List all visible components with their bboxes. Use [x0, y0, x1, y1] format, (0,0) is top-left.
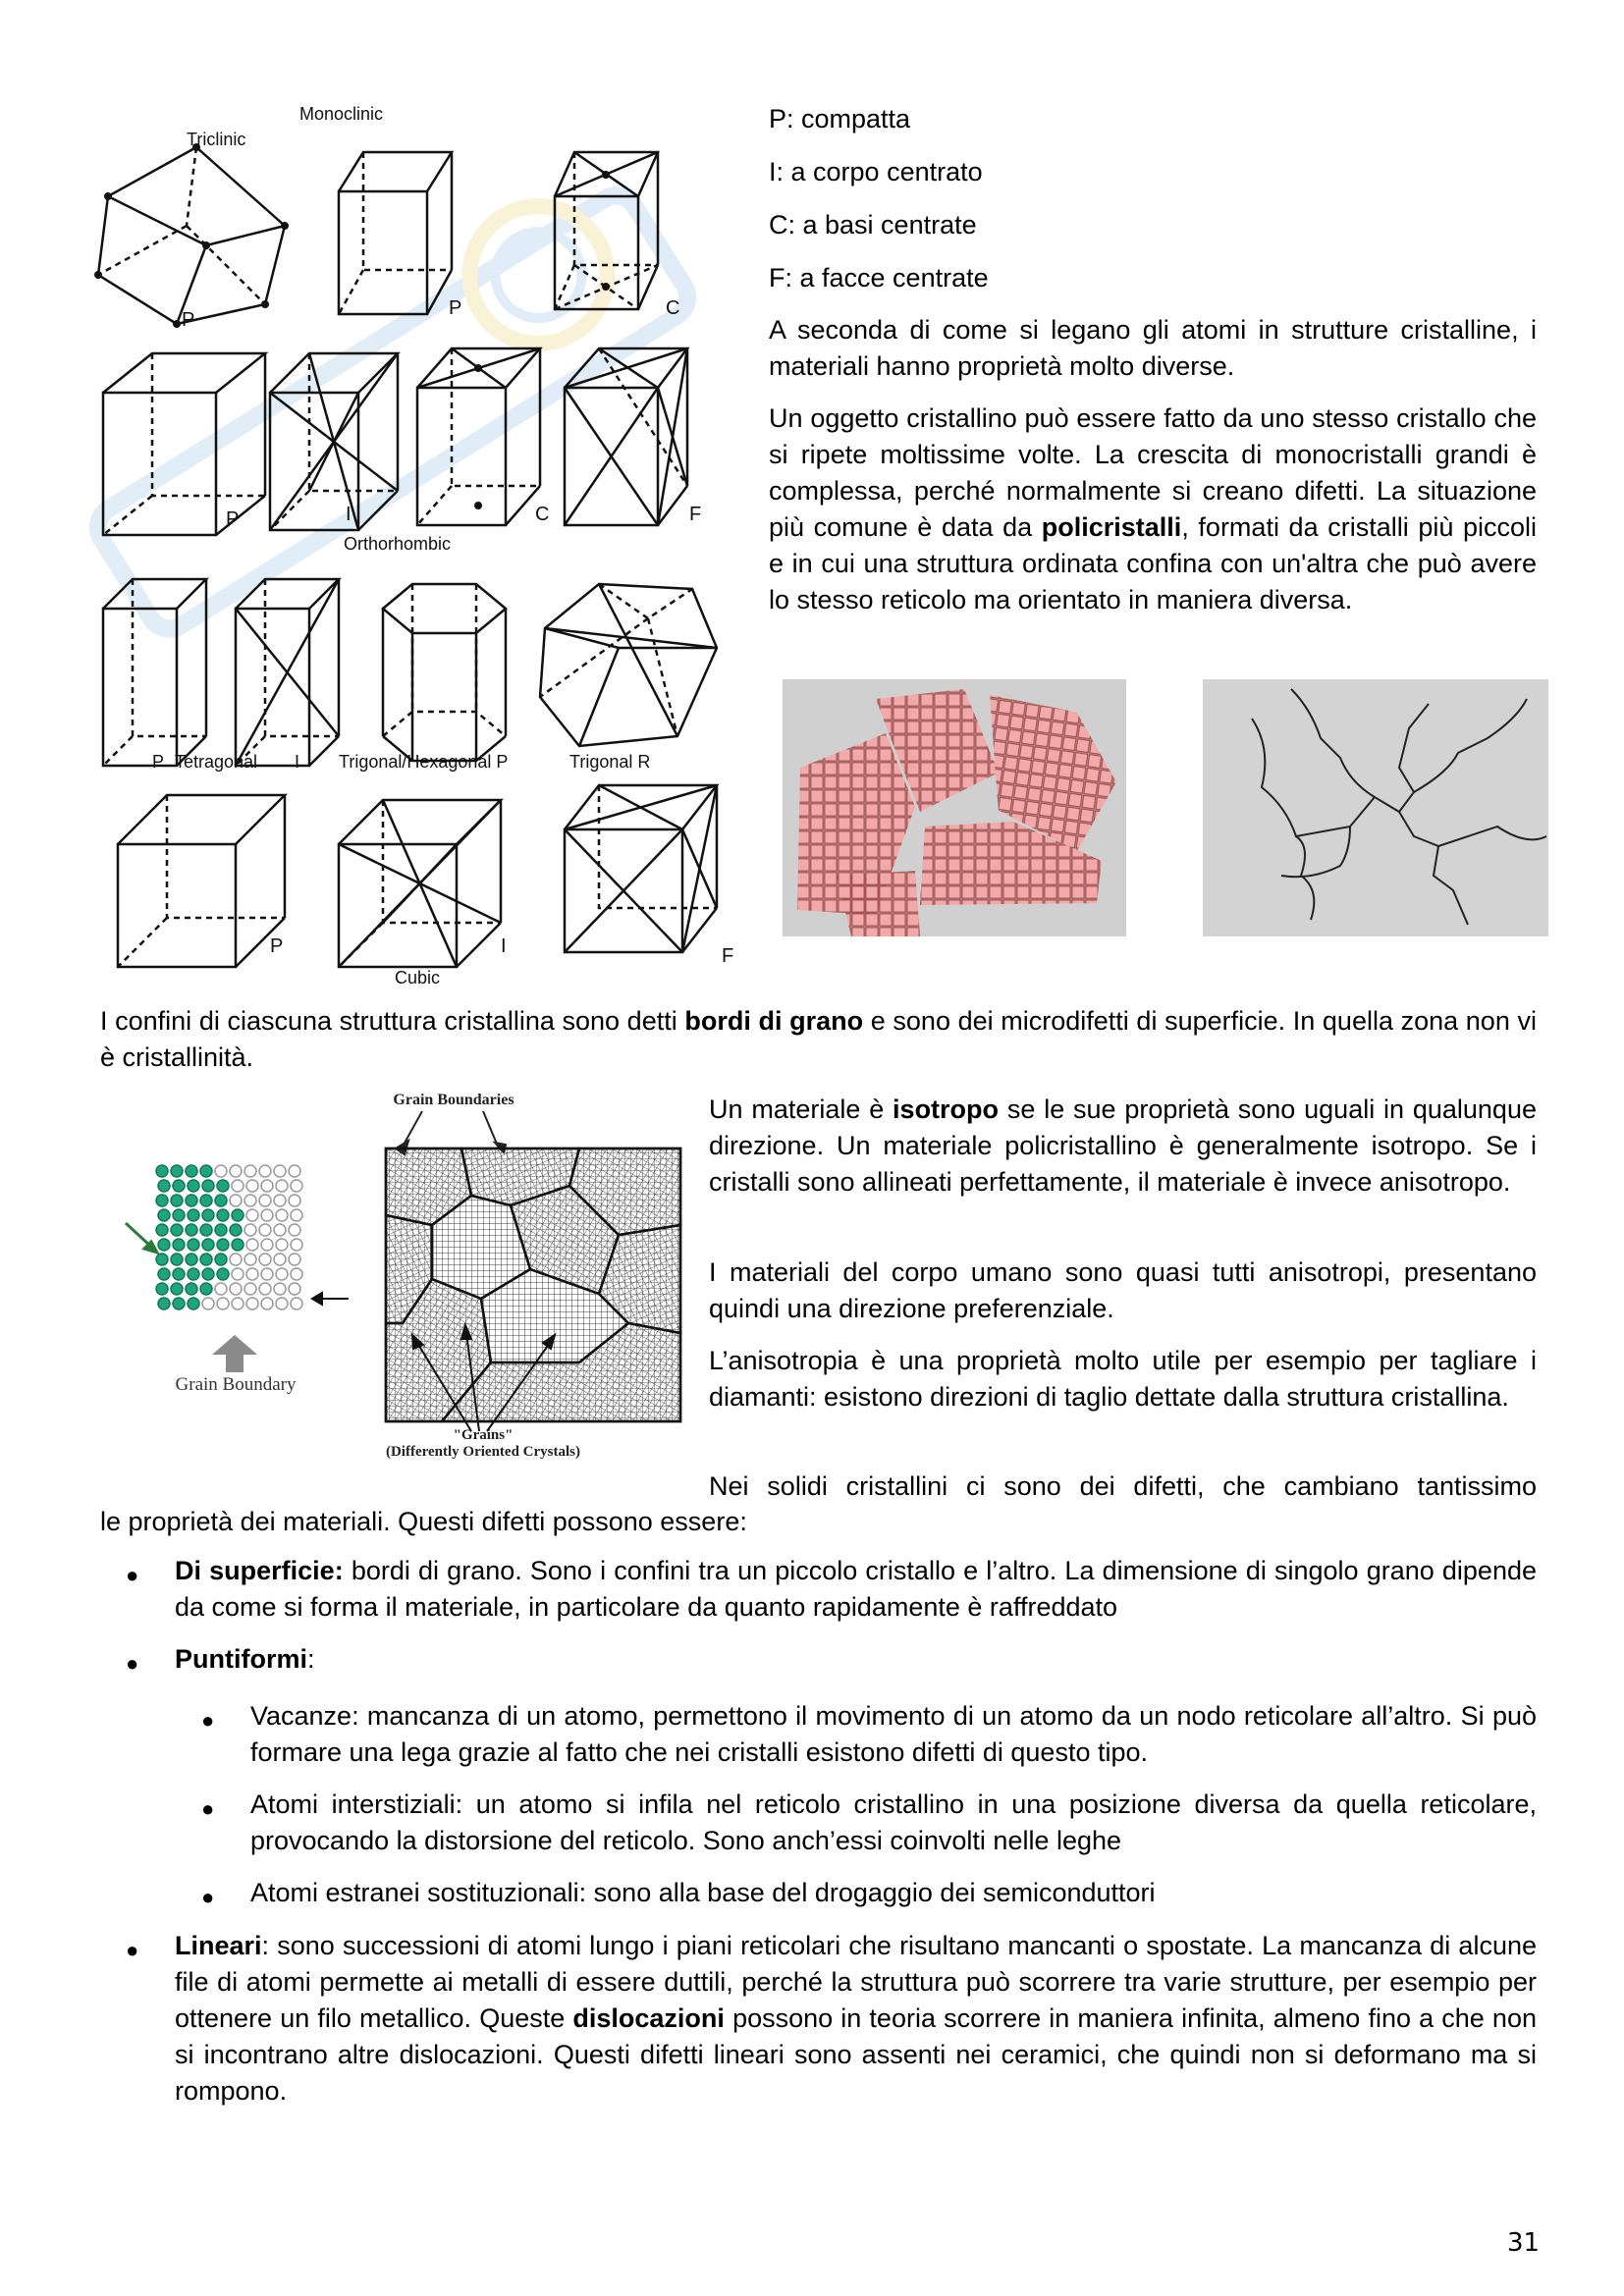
- atom-white: [244, 1165, 256, 1177]
- list-item-superficie: [175, 1553, 1537, 1626]
- atom-green: [158, 1209, 170, 1221]
- list-item-puntiformi: [175, 1641, 315, 1678]
- legend-c: C: a basi centrate: [769, 210, 977, 240]
- atom-green: [217, 1180, 229, 1192]
- puntiformi-bold: Puntiformi: [175, 1644, 307, 1674]
- atom-white: [274, 1254, 286, 1265]
- monoclinic-p-cell: [339, 152, 452, 314]
- atom-white: [244, 1195, 256, 1206]
- triclinic-cell: [94, 143, 289, 328]
- atom-green: [186, 1165, 197, 1177]
- atom-green: [186, 1195, 197, 1206]
- label-cubic-p: P: [270, 935, 284, 957]
- atom-green: [188, 1298, 199, 1309]
- atom-green: [202, 1180, 214, 1192]
- label-monoclinic: Monoclinic: [299, 104, 384, 124]
- lineari-bold: Lineari: [175, 1931, 262, 1960]
- orthorhombic-c-cell: [417, 348, 540, 525]
- atom-white: [259, 1224, 271, 1236]
- atom-green: [200, 1283, 212, 1295]
- atom-white: [261, 1298, 273, 1309]
- atom-white: [276, 1268, 288, 1280]
- atom-white: [276, 1180, 288, 1192]
- atom-white: [261, 1180, 273, 1192]
- superficie-bold: Di superficie:: [175, 1556, 344, 1585]
- lineari-text-1: : sono successioni di atomi lungo i piani reticolari che risultano mancanti o spostate. La mancanza di alcune file di atomi permette ai metalli di essere duttili, perché la struttura può scorrere tra varie strutture, per esempio per ottenere un filo metallico. Queste: [175, 1931, 1537, 2033]
- legend-p: P: compatta: [769, 104, 911, 133]
- label-ortho-c: C: [535, 504, 550, 525]
- label-cubic-f: F: [722, 945, 734, 967]
- atom-green: [173, 1239, 185, 1251]
- atom-white: [261, 1239, 273, 1251]
- label-tetragonal-i: I: [295, 752, 300, 772]
- bullet-puntiformi: ●: [126, 1651, 139, 1676]
- trigonal-r-cell: [540, 584, 717, 746]
- atom-green: [171, 1283, 183, 1295]
- atom-white: [289, 1165, 300, 1177]
- atom-green: [188, 1180, 199, 1192]
- atom-green: [200, 1254, 212, 1265]
- atom-green: [230, 1224, 242, 1236]
- atom-white: [232, 1268, 244, 1280]
- atom-white: [276, 1298, 288, 1309]
- paragraph-difetti-1: Nei solidi cristallini ci sono dei difetti, che cambiano tantissimo: [709, 1471, 1537, 1501]
- atom-white: [217, 1298, 229, 1309]
- paragraph-difetti-2: le proprietà dei materiali. Questi difetti possono essere:: [100, 1507, 747, 1536]
- hexagonal-cell: [383, 584, 506, 761]
- atom-white: [289, 1195, 300, 1206]
- atom-green: [188, 1239, 199, 1251]
- lineari-text-2: possono in teoria scorrere in maniera infinita, almeno fino a che non si incontrano altre dislocazioni. Questi difetti lineari sono assenti nei ceramici, che quindi non si deformano ma si rompono.: [175, 2003, 1537, 2106]
- label-tetragonal-p: P: [152, 752, 165, 772]
- atom-green: [156, 1254, 168, 1265]
- bravais-lattices-figure: [88, 98, 746, 987]
- atom-green: [215, 1195, 227, 1206]
- atom-white: [246, 1268, 258, 1280]
- paragraph-policristalli: [769, 400, 1537, 618]
- label-cubic-i: I: [501, 935, 507, 957]
- poly-bold: policristalli: [1041, 512, 1182, 542]
- label-differently-oriented: (Differently Oriented Crystals): [385, 1444, 581, 1460]
- tetragonal-i-cell: [236, 579, 339, 766]
- label-monoclinic-p: P: [449, 297, 462, 319]
- atom-white: [232, 1180, 244, 1192]
- atom-white: [246, 1239, 258, 1251]
- atom-green: [171, 1165, 183, 1177]
- superficie-text: bordi di grano. Sono i confini tra un piccolo cristallo e l’altro. La dimensione di singolo grano dipende da come si forma il materiale, in particolare da quanto rapidamente è raffreddato: [175, 1556, 1537, 1622]
- atom-white: [244, 1224, 256, 1236]
- bullet-lineari: ●: [126, 1938, 139, 1962]
- atom-white: [274, 1283, 286, 1295]
- atom-green: [171, 1195, 183, 1206]
- list-item-interstiziali: Atomi interstiziali: un atomo si infila nel reticolo cristallino in una posizione diversa da quella reticolare, provocando la distorsione del reticolo. Sono anch’essi coinvolti nelle leghe: [250, 1789, 1537, 1855]
- atom-green: [158, 1180, 170, 1192]
- atom-white: [244, 1283, 256, 1295]
- atom-white: [230, 1195, 242, 1206]
- grain-text-1: I confini di ciascuna struttura cristallina sono detti: [100, 1006, 677, 1036]
- atom-white: [274, 1165, 286, 1177]
- atom-white: [291, 1180, 302, 1192]
- atom-green: [171, 1254, 183, 1265]
- label-grains: "Grains": [453, 1427, 514, 1443]
- polycrystal-grains-image: [783, 679, 1126, 936]
- label-triclinic-p: P: [182, 309, 195, 331]
- label-orthorhombic: Orthorhombic: [344, 534, 452, 554]
- atom-white: [291, 1298, 302, 1309]
- label-triclinic: Triclinic: [187, 130, 246, 149]
- atom-white: [274, 1195, 286, 1206]
- iso-text-1: Un materiale è: [709, 1095, 885, 1124]
- label-cubic: Cubic: [395, 968, 441, 987]
- cubic-p-cell: [118, 795, 285, 967]
- atom-green: [173, 1268, 185, 1280]
- atom-white: [230, 1254, 242, 1265]
- atom-green: [217, 1268, 229, 1280]
- label-ortho-p: P: [226, 508, 240, 530]
- atom-white: [259, 1283, 271, 1295]
- atom-white: [246, 1298, 258, 1309]
- lineari-bold2: dislocazioni: [572, 2003, 725, 2033]
- list-item-lineari: [175, 1928, 1537, 2109]
- atom-white: [230, 1165, 242, 1177]
- puntiformi-colon: :: [307, 1644, 315, 1674]
- atom-white: [291, 1209, 302, 1221]
- atom-green: [200, 1224, 212, 1236]
- atom-white: [289, 1224, 300, 1236]
- atom-green: [188, 1268, 199, 1280]
- bullet-vacanze: ●: [201, 1708, 215, 1733]
- atom-green: [217, 1209, 229, 1221]
- atom-white: [261, 1209, 273, 1221]
- bullet-interstiziali: ●: [201, 1796, 215, 1821]
- bullet-sostituzionali: ●: [201, 1885, 215, 1909]
- label-tetragonal: Tetragonal: [175, 752, 258, 772]
- grain-boundary-lines-image: [1203, 679, 1548, 936]
- atom-green: [158, 1298, 170, 1309]
- paragraph-intro: A seconda di come si legano gli atomi in strutture cristalline, i materiali hanno proprietà molto diverse.: [769, 315, 1537, 381]
- paragraph-corpo-umano: I materiali del corpo umano sono quasi tutti anisotropi, presentano quindi una direzione preferenziale.: [709, 1257, 1537, 1323]
- atom-white: [276, 1209, 288, 1221]
- orthorhombic-i-cell: [270, 353, 398, 530]
- label-monoclinic-c: C: [666, 297, 680, 319]
- atom-green: [158, 1239, 170, 1251]
- atom-green: [186, 1224, 197, 1236]
- paragraph-anisotropia: L’anisotropia è una proprietà molto utile per esempio per tagliare i diamanti: esistono direzioni di taglio dettate dalla struttura cristallina.: [709, 1346, 1537, 1412]
- label-trigonal-hexagonal: Trigonal/Hexagonal P: [339, 752, 509, 772]
- atom-green: [156, 1165, 168, 1177]
- paragraph-isotropo: [709, 1092, 1537, 1201]
- atom-white: [289, 1283, 300, 1295]
- atom-green: [215, 1224, 227, 1236]
- tetragonal-p-cell: [103, 579, 206, 766]
- iso-bold: isotropo: [893, 1095, 1000, 1124]
- atom-white: [259, 1254, 271, 1265]
- poly-text-1: Un oggetto cristallino può essere fatto da uno stesso cristallo che si ripete moltissime volte. La crescita di monocristalli grandi è complessa, perché normalmente si creano difetti. La situazione più comune è data da: [769, 403, 1537, 542]
- atom-green: [232, 1209, 244, 1221]
- atom-green: [156, 1195, 168, 1206]
- atom-white: [259, 1165, 271, 1177]
- poly-text-2: , formati da cristalli più piccoli e in cui una struttura ordinata confina con un'altra che può avere lo stesso reticolo ma orientato in maniera diversa.: [769, 512, 1537, 614]
- atom-green: [173, 1298, 185, 1309]
- atom-white: [230, 1283, 242, 1295]
- atom-white: [291, 1239, 302, 1251]
- atom-green: [156, 1224, 168, 1236]
- atom-white: [246, 1209, 258, 1221]
- atom-white: [259, 1195, 271, 1206]
- atom-white: [215, 1165, 227, 1177]
- label-ortho-f: F: [689, 504, 702, 525]
- atom-white: [232, 1298, 244, 1309]
- bullet-superficie: ●: [126, 1563, 139, 1587]
- label-trigonal-r: Trigonal R: [569, 752, 651, 772]
- atom-green: [173, 1180, 185, 1192]
- atom-green: [202, 1239, 214, 1251]
- atom-white: [261, 1268, 273, 1280]
- atom-white: [202, 1298, 214, 1309]
- atom-white: [244, 1254, 256, 1265]
- label-grain-boundary: Grain Boundary: [175, 1374, 297, 1395]
- grain-boundaries-figure: [118, 1088, 697, 1470]
- atom-green: [158, 1268, 170, 1280]
- atom-green: [215, 1254, 227, 1265]
- atom-white: [289, 1254, 300, 1265]
- grain-bold: bordi di grano: [684, 1006, 864, 1036]
- grain-text-2: e sono dei microdifetti di superficie. In quella zona non vi è cristallinità.: [100, 1006, 1537, 1072]
- legend-f: F: a facce centrate: [769, 263, 989, 293]
- atom-green: [200, 1165, 212, 1177]
- atom-white: [274, 1224, 286, 1236]
- atom-green: [156, 1283, 168, 1295]
- atom-white: [246, 1180, 258, 1192]
- monoclinic-c-cell: [555, 152, 658, 309]
- list-item-vacanze: Vacanze: mancanza di un atomo, permettono il movimento di un atomo da un nodo reticolare all’altro. Si può formare una lega grazie al fatto che nei cristalli esistono difetti di questo tipo.: [250, 1701, 1537, 1767]
- cubic-f-cell: [565, 785, 717, 952]
- atom-green: [202, 1209, 214, 1221]
- label-grain-boundaries: Grain Boundaries: [393, 1092, 514, 1108]
- atom-lattice: [156, 1165, 302, 1309]
- atom-green: [232, 1239, 244, 1251]
- label-ortho-i: I: [346, 504, 352, 525]
- legend-i: I: a corpo centrato: [769, 157, 983, 187]
- paragraph-bordi-di-grano: [100, 1003, 1537, 1076]
- atom-green: [188, 1209, 199, 1221]
- atom-green: [186, 1283, 197, 1295]
- atom-green: [202, 1268, 214, 1280]
- atom-green: [200, 1195, 212, 1206]
- orthorhombic-p-cell: [103, 353, 265, 535]
- list-item-sostituzionali: Atomi estranei sostituzionali: sono alla base del drogaggio dei semiconduttori: [250, 1878, 1156, 1907]
- orthorhombic-f-cell: [565, 348, 687, 525]
- atom-white: [291, 1268, 302, 1280]
- atom-green: [173, 1209, 185, 1221]
- atom-green: [186, 1254, 197, 1265]
- page-number: 31: [1507, 2228, 1541, 2258]
- atom-green: [171, 1224, 183, 1236]
- atom-white: [276, 1239, 288, 1251]
- iso-text-2: se le sue proprietà sono uguali in qualunque direzione. Un materiale policristallino è generalmente isotropo. Se i cristalli sono allineati perfettamente, il materiale è invece anisotropo.: [709, 1095, 1537, 1197]
- atom-white: [215, 1283, 227, 1295]
- cubic-i-cell: [339, 800, 501, 967]
- atom-green: [217, 1239, 229, 1251]
